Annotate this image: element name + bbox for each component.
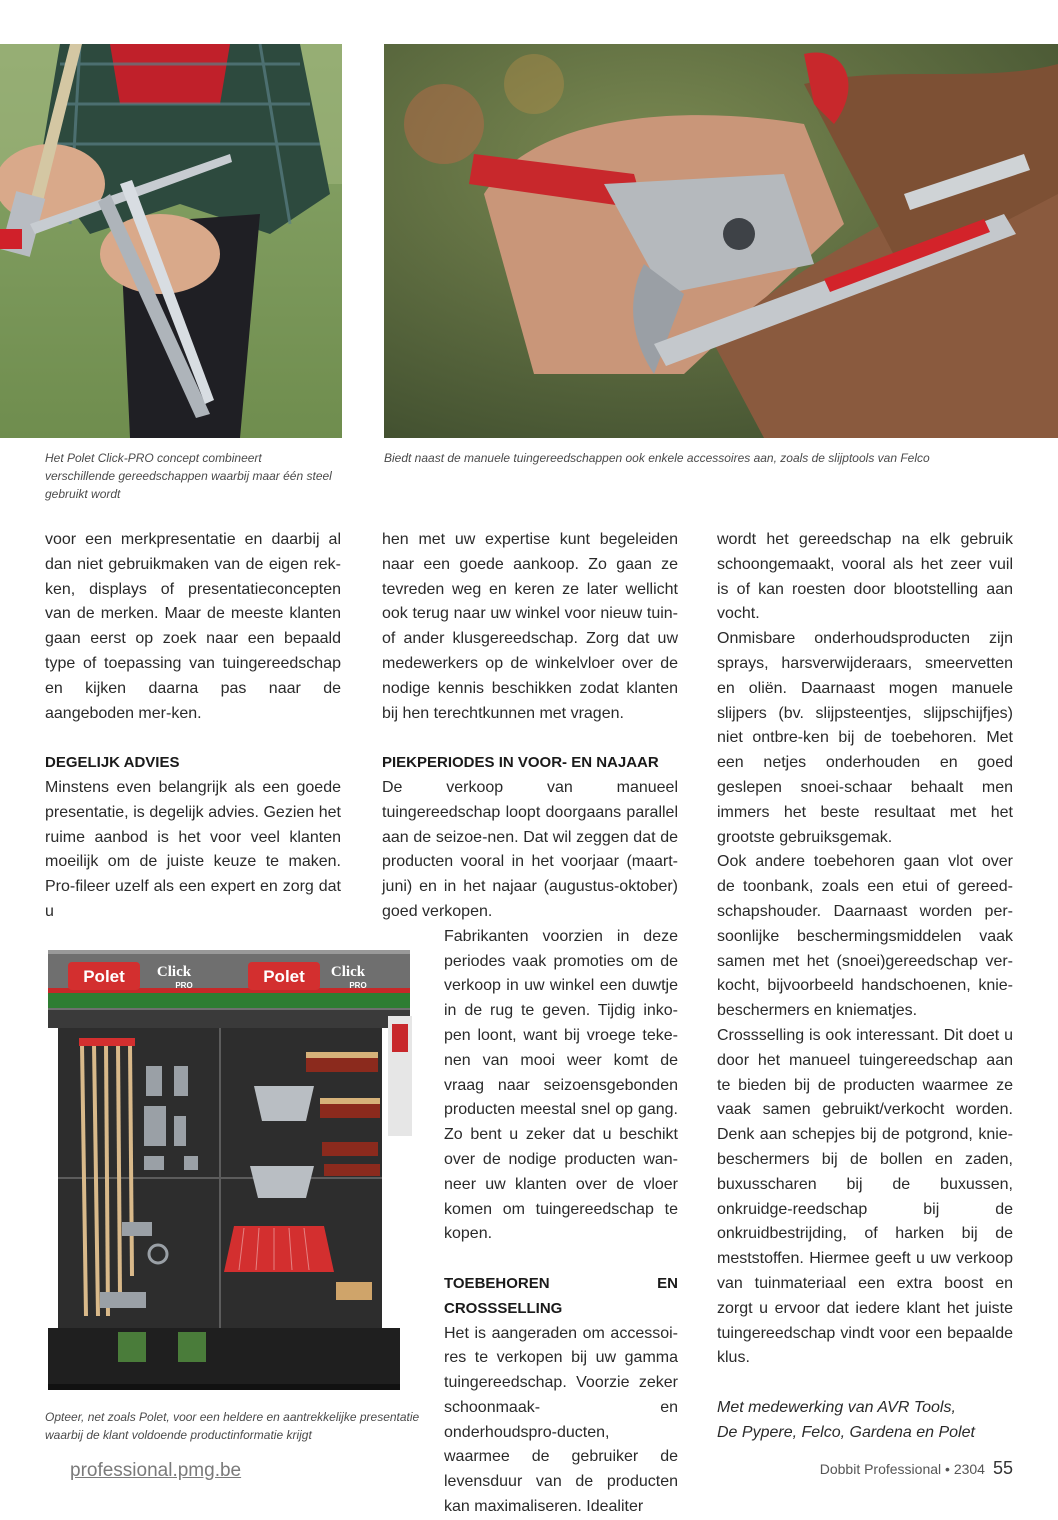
brand-logo-text: Polet	[263, 967, 305, 986]
paragraph: Ook andere toebehoren gaan vlot over de toonbank, zoals een etui of gereed-schapshouder. Daarnaast worden per-soonlijke beschermingsmiddelen vaak samen met het (snoei)gereedschap ver-kocht, bijvoorbeeld handschoenen, knie-beschermers en kniematjes.	[717, 853, 1013, 1020]
photo-polet-display	[44, 936, 414, 1398]
section-heading: PIEKPERIODES IN VOOR- EN NAJAAR	[382, 754, 659, 772]
article-credit	[717, 1395, 1017, 1445]
section-heading: TOEBEHOREN EN CROSSSELLING	[444, 1274, 678, 1317]
caption-display-photo: Opteer, net zoals Polet, voor een heldere en aantrekkelijke presentatie waarbij de klant voldoende productinformatie krijgt	[45, 1410, 420, 1442]
page-number: 55	[992, 1458, 1013, 1478]
paragraph: Crossselling is ook interessant. Dit doet u door het manueel tuingereedschap aan te bieden bij de producten waarmee ze vaak samen gebruikt/verkocht worden. Denk aan schepjes bij de potgrond, knie-beschermers bij de bollen en zaden, buxusscharen bij de buxussen, onkruidge-reedschap bij de onkruidbestrijding, of harken bij de meststoffen. Hiermee geeft u uw verkoop van tuinmateriaal een extra boost en zorgt u ervoor dat iedere klant het juiste tuingereedschap vindt voor een bepaalde klus.	[717, 1026, 1013, 1367]
article-column-1	[45, 528, 341, 925]
product-logo-sub: PRO	[349, 981, 367, 990]
section-heading: DEGELIJK ADVIES	[45, 754, 180, 772]
paragraph: Fabrikanten voorzien in deze periodes vaak promoties om de verkoop in uw winkel een duwtje in de rug te geven. Tijdig inko-pen loont, want bij vroege teke-nen van mooi weer komt de vraag naar seizoensgebonden producten meestal snel op gang. Zo bent u zeker dat u beschikt over de nodige producten wan-neer uw klanten over de vloer komen om tuingereedschap te kopen.	[444, 927, 678, 1243]
page-footer	[820, 1458, 1013, 1479]
brand-logo-text: Polet	[83, 967, 125, 986]
product-logo-text: Click	[330, 964, 366, 980]
product-logo-text: Click	[156, 964, 192, 980]
paragraph: De verkoop van manueel tuingereedschap loopt doorgaans parallel aan de seizoe-nen. Dat wil zeggen dat de producten vooral in het voorjaar (maart-juni) en in het najaar (augustus-oktober) goed verkopen.	[382, 778, 678, 920]
paragraph: Minstens even belangrijk als een goede presentatie, is degelijk advies. Gezien het ruime aanbod is het voor veel klanten moeilijk om de juiste keuze te maken. Pro-fileer uzelf als een expert en zorg dat u	[45, 778, 341, 920]
credit-line: De Pypere, Felco, Gardena en Polet	[717, 1424, 975, 1441]
article-column-2	[382, 528, 678, 1520]
magazine-issue: Dobbit Professional • 2304	[819, 1461, 985, 1477]
website-link[interactable]: professional.pmg.be	[70, 1460, 242, 1481]
photo-felco-sharpening	[384, 44, 1058, 438]
paragraph: wordt het gereedschap na elk gebruik schoongemaakt, vooral als het zeer vuil is of kan roesten door blootstelling aan vocht.	[717, 531, 1013, 623]
credit-line: Met medewerking van AVR Tools,	[717, 1399, 956, 1416]
paragraph: Onmisbare onderhoudsproducten zijn sprays, harsverwijderaars, smeervetten en oliën. Daarnaast mogen manuele slijpers (bv. slijpsteentjes, slijpschijfjes) niet ontbre-ken bij de toebehoren. Met een netjes onderhouden en goed geslepen snoei-schaar behaalt men immers het beste resultaat met het grootste gebruiksgemak.	[717, 630, 1013, 846]
article-column-3	[717, 528, 1013, 1371]
caption-left-photo: Het Polet Click-PRO concept combineert verschillende gereedschappen waarbij maar één steel gebruikt wordt	[45, 451, 332, 501]
product-logo-sub: PRO	[175, 981, 193, 990]
caption-right-photo: Biedt naast de manuele tuingereedschappen ook enkele accessoires aan, zoals de slijptools van Felco	[384, 451, 930, 465]
photo-click-pro-tool	[0, 44, 342, 438]
paragraph: hen met uw expertise kunt begeleiden naar een goede aankoop. Zo gaan ze tevreden weg en keren ze later wellicht ook terug naar uw winkel voor nieuw tuin- of ander klusgereedschap. Zorg dat uw medewerkers op de winkelvloer over de nodige kennis beschikken zodat klanten bij hen terechtkunnen met vragen.	[382, 531, 678, 722]
paragraph: voor een merkpresentatie en daarbij al dan niet gebruikmaken van de eigen rek-ken, displays of presentatieconcepten van de merken. Maar de meeste klanten gaan eerst op zoek naar een bepaald type of toepassing van tuingereedschap en kijken daarna pas naar de aangeboden mer-ken.	[45, 531, 341, 722]
paragraph: Het is aangeraden om accessoi-res te verkopen bij uw gamma tuingereedschap. Voorzie zeker schoonmaak- en onderhoudspro-ducten, waarmee de gebruiker de levensduur van de producten kan maximaliseren. Idealiter	[444, 1324, 678, 1516]
